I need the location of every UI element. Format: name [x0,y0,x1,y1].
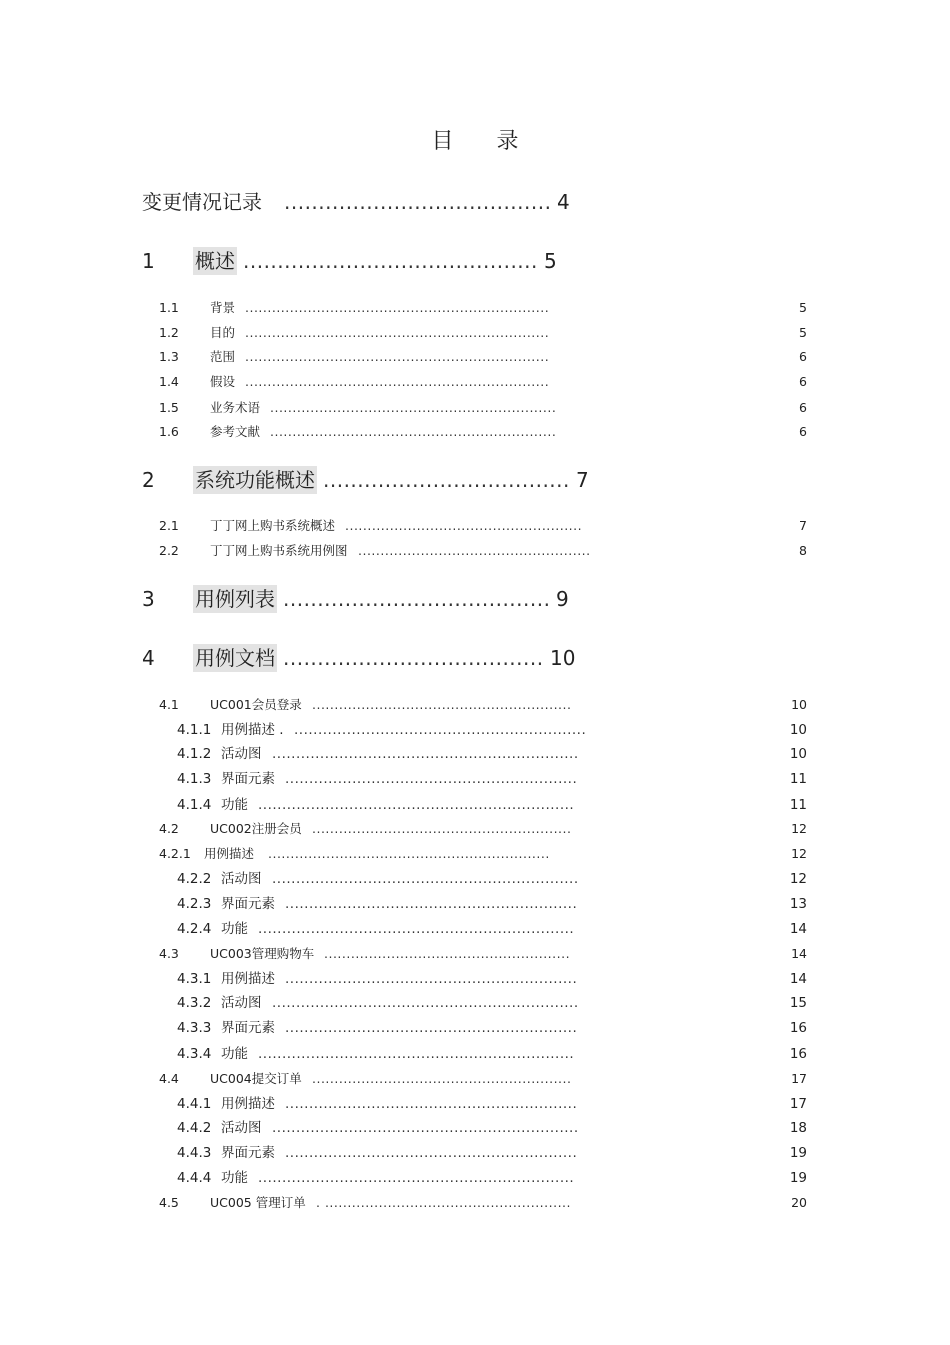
toc-entry-number: 4.4.3 [177,1145,212,1161]
toc-entry-page: 6 [799,400,807,415]
toc-entry-leader: .......................................................... [312,821,572,836]
toc-entry-leader: ............................................................. [285,896,578,912]
toc-entry-number: 1.3 [159,349,179,364]
toc-entry-number: 4.2.3 [177,896,212,912]
toc-entry-page: 5 [544,249,557,273]
toc-entry-leader: ............................................................. [285,1145,578,1161]
toc-entry-page: 4 [557,190,570,214]
toc-entry-page: 6 [799,349,807,364]
toc-entry-leader: .................................................... [358,543,591,558]
toc-entry-label: 用例描述 [204,846,255,861]
toc-entry-label: 参考文献 [210,424,261,439]
toc-entry-label: 功能 [221,797,248,813]
toc-entry-leader: .................................................................... [245,349,550,364]
toc-entry-page: 13 [789,896,807,912]
toc-entry-page: 10 [789,746,807,762]
toc-entry-number: 1 [142,249,155,273]
toc-entry-leader: .................................................................. [258,797,575,813]
toc-entry-page: 20 [791,1195,807,1210]
toc-entry-number: 1.1 [159,300,179,315]
toc-entry-label: 界面元素 [221,771,275,787]
toc-entry-leader: ....................................... [284,190,552,214]
toc-entry-page: 12 [789,871,807,887]
toc-entry-label: 活动图 [221,1120,262,1136]
toc-entry-leader: ................................................................ [270,424,557,439]
toc-entry-number: 4.5 [159,1195,179,1210]
toc-entry-label: 背景 [210,300,236,315]
toc-entry-page: 15 [789,995,807,1011]
toc-entry-number: 4 [142,646,155,670]
toc-entry-leader: .................................................................. [258,921,575,937]
toc-entry-label: UC001会员登录 [210,697,302,712]
toc-entry-label: 界面元素 [221,1020,275,1036]
toc-entry-number: 4.2.2 [177,871,212,887]
toc-entry-number: 2 [142,468,155,492]
toc-entry-leader: .................................................................... [245,325,550,340]
toc-entry-number: 4.3.3 [177,1020,212,1036]
toc-entry-label: UC002注册会员 [210,821,302,836]
toc-entry-number: 2.2 [159,543,179,558]
toc-entry-number: 4.1.2 [177,746,212,762]
toc-entry-leader: ............................................................. [294,722,587,738]
toc-entry-leader: ............................................................. [285,971,578,987]
toc-entry-page: 9 [556,587,569,611]
toc-entry-label: 变更情况记录 [142,190,262,214]
toc-entry-leader: ...................................... [283,646,544,670]
toc-entry-number: 4.3.2 [177,995,212,1011]
toc-entry-leader: ................................................................ [272,1120,579,1136]
toc-entry-leader: .......................................................... [312,697,572,712]
toc-entry-leader: ..................................................... [345,518,583,533]
toc-entry-leader: .......................................................... [312,1071,572,1086]
toc-entry-label: 范围 [210,349,236,364]
toc-entry-number: 2.1 [159,518,179,533]
toc-entry-number: 4.2 [159,821,179,836]
toc-entry-number: 3 [142,587,155,611]
toc-entry-leader: ................................................................ [272,746,579,762]
toc-entry-leader: ................................................................ [272,871,579,887]
toc-entry-number: 1.2 [159,325,179,340]
toc-entry-leader: .................................................................. [258,1046,575,1062]
toc-entry-page: 10 [550,646,576,670]
toc-entry-leader: ............................................................. [285,771,578,787]
toc-entry-page: 11 [789,771,807,787]
toc-entry-leader: .................................................................. [258,1170,575,1186]
toc-entry-leader: .................................................................... [245,300,550,315]
toc-entry-leader: .................................... [323,468,570,492]
toc-entry-page: 6 [799,424,807,439]
toc-entry-label: 功能 [221,921,248,937]
toc-entry-number: 4.1.3 [177,771,212,787]
toc-entry-page: 18 [789,1120,807,1136]
toc-entry-number: 4.1.4 [177,797,212,813]
toc-entry-leader: ............................................................. [285,1020,578,1036]
toc-entry-label: 功能 [221,1046,248,1062]
toc-entry-label: 丁丁网上购书系统概述 [210,518,336,533]
toc-entry-number: 4.4.2 [177,1120,212,1136]
toc-entry-number: 4.2.1 [159,846,191,861]
toc-entry-label: 活动图 [221,871,262,887]
toc-entry-label: 用例列表 [195,587,275,611]
toc-entry-label: 丁丁网上购书系统用例图 [210,543,348,558]
toc-entry-number: 4.4.4 [177,1170,212,1186]
toc-entry-leader: ................................................................ [270,400,557,415]
toc-entry-page: 17 [791,1071,807,1086]
toc-entry-page: 19 [789,1170,807,1186]
toc-entry-label: 用例描述 [221,1096,275,1112]
toc-entry-label: 活动图 [221,995,262,1011]
toc-entry-page: 16 [789,1020,807,1036]
toc-entry-number: 1.6 [159,424,179,439]
toc-entry-leader: ....................................... [283,587,551,611]
toc-entry-label: UC003管理购物车 [210,946,315,961]
toc-entry-label: 界面元素 [221,1145,275,1161]
toc-entry-label: 业务术语 [210,400,261,415]
toc-entry-page: 16 [789,1046,807,1062]
toc-entry-number: 4.3.4 [177,1046,212,1062]
toc-entry-number: 4.4 [159,1071,179,1086]
toc-entry-label: 概述 [195,249,235,273]
toc-entry-label: 活动图 [221,746,262,762]
toc-entry-page: 11 [789,797,807,813]
toc-entry-number: 4.1 [159,697,179,712]
toc-entry-number: 4.2.4 [177,921,212,937]
toc-entry-page: 8 [799,543,807,558]
toc-entry-page: 19 [789,1145,807,1161]
toc-title: 目 录 [431,129,537,154]
toc-entry-label: 用例文档 [195,646,275,670]
toc-entry-page: 7 [799,518,807,533]
toc-entry-number: 1.4 [159,374,179,389]
toc-entry-page: 12 [791,821,807,836]
toc-entry-number: 4.1.1 [177,722,212,738]
toc-entry-page: 10 [791,697,807,712]
toc-entry-label: 用例描述 [221,971,275,987]
toc-entry-number: 4.3 [159,946,179,961]
toc-entry-page: 6 [799,374,807,389]
toc-entry-leader: ....................................................... [324,946,571,961]
toc-entry-label: 界面元素 [221,896,275,912]
toc-entry-number: 4.4.1 [177,1096,212,1112]
toc-entry-page: 17 [789,1096,807,1112]
toc-entry-label: 系统功能概述 [195,468,315,492]
toc-entry-leader: . ....................................................... [316,1195,571,1210]
toc-entry-leader: ............................................................. [285,1096,578,1112]
toc-entry-label: 用例描述 . [221,722,284,738]
toc-entry-label: 假设 [210,374,236,389]
toc-entry-leader: ............................................................... [268,846,550,861]
toc-entry-page: 14 [789,921,807,937]
toc-entry-page: 5 [799,325,807,340]
toc-entry-label: UC005 管理订单 [210,1195,306,1210]
toc-entry-leader: .................................................................... [245,374,550,389]
toc-entry-page: 7 [576,468,589,492]
toc-entry-page: 14 [789,971,807,987]
toc-entry-label: 目的 [210,325,236,340]
toc-entry-page: 5 [799,300,807,315]
toc-entry-leader: ................................................................ [272,995,579,1011]
toc-entry-leader: ........................................... [243,249,538,273]
toc-entry-page: 14 [791,946,807,961]
toc-entry-label: UC004提交订单 [210,1071,302,1086]
toc-entry-label: 功能 [221,1170,248,1186]
toc-entry-number: 1.5 [159,400,179,415]
toc-entry-page: 12 [791,846,807,861]
toc-entry-number: 4.3.1 [177,971,212,987]
toc-entry-page: 10 [789,722,807,738]
